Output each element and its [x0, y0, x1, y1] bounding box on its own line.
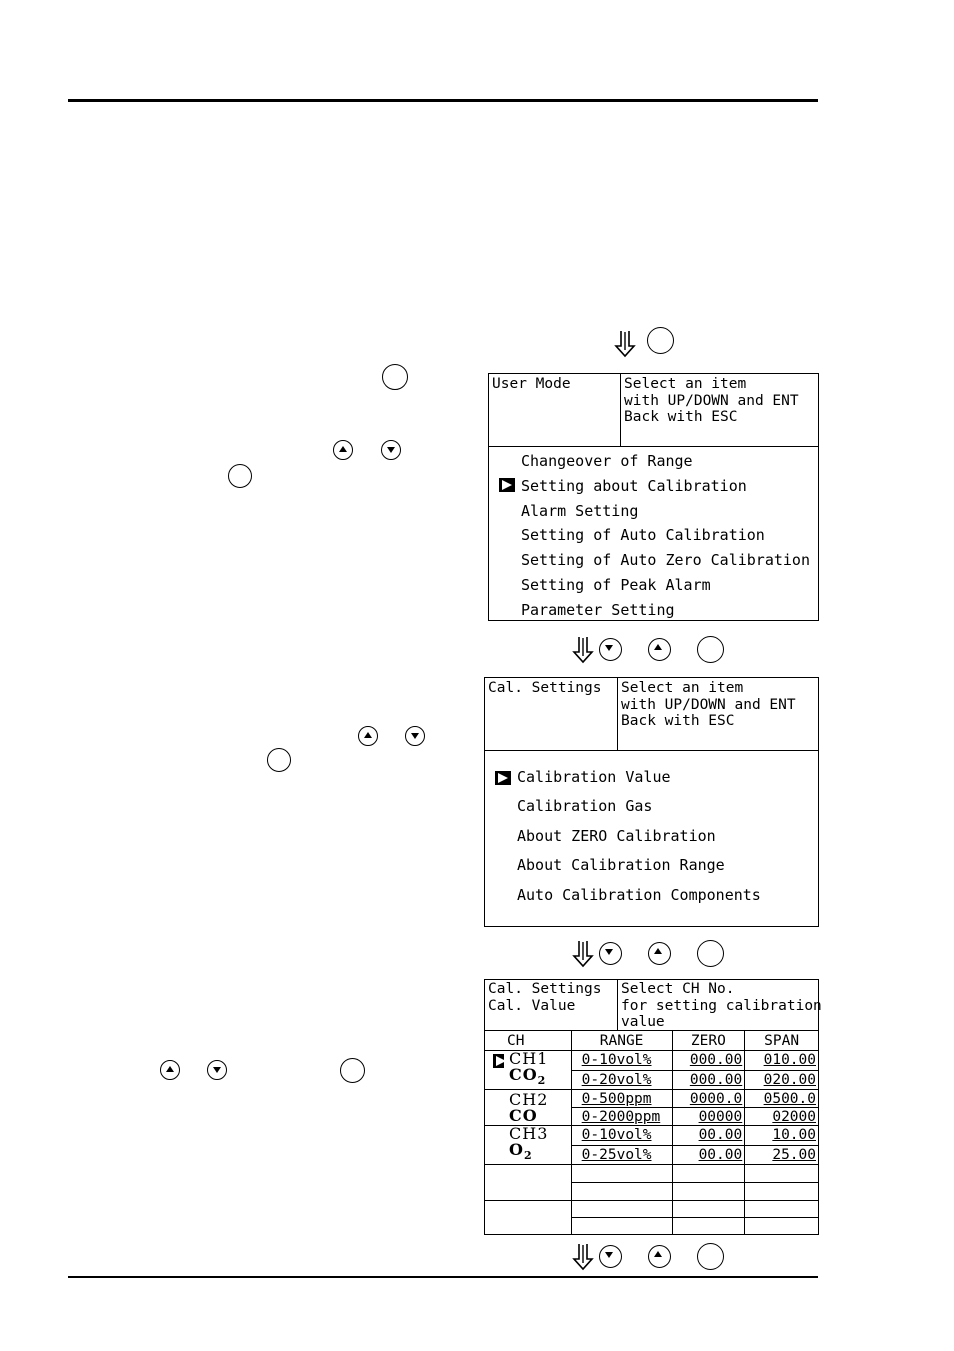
up-key-icon — [160, 1060, 180, 1080]
range-cell: 0-20vol% — [571, 1070, 672, 1090]
menu-item[interactable]: About Calibration Range — [517, 856, 725, 875]
range-cell: 0-25vol% — [571, 1145, 672, 1165]
range-cell: 0-500ppm — [571, 1090, 672, 1108]
down-arrow-icon — [570, 1243, 596, 1271]
menu-item[interactable]: Changeover of Range — [521, 452, 693, 470]
column-header: SPAN — [745, 1031, 819, 1051]
menu-item[interactable]: Calibration Gas — [517, 797, 653, 816]
ent-key-icon — [697, 636, 724, 663]
channel-cell-empty — [485, 1165, 572, 1201]
menu-list — [517, 768, 761, 915]
span-cell: 020.00 — [745, 1070, 819, 1090]
table-row[interactable] — [485, 1090, 819, 1108]
menu-item[interactable]: Setting of Auto Zero Calibration — [521, 551, 810, 570]
zero-cell: 0000.0 — [672, 1090, 745, 1108]
cal-settings-screen — [484, 677, 819, 927]
selection-cursor-icon — [493, 1054, 504, 1068]
table-row-empty — [485, 1165, 819, 1183]
down-key-icon — [599, 942, 622, 965]
span-cell: 02000 — [745, 1108, 819, 1126]
screen-instruction: Select CH No. for setting calibration value — [621, 981, 822, 1030]
screen-title: User Mode — [492, 376, 571, 392]
down-key-icon — [405, 726, 425, 746]
ent-key-icon — [697, 1243, 724, 1270]
up-key-icon — [358, 726, 378, 746]
menu-item[interactable]: Setting about Calibration — [521, 476, 747, 495]
zero-cell: 00000 — [672, 1108, 745, 1126]
menu-item[interactable]: About ZERO Calibration — [517, 826, 716, 845]
down-key-icon — [207, 1060, 227, 1080]
menu-list — [521, 452, 810, 626]
gas-name — [509, 1067, 571, 1089]
channel-name: CH3 — [509, 1124, 549, 1144]
gas-formula: CO — [509, 1065, 538, 1084]
top-rule — [68, 99, 818, 102]
calibration-value-table — [484, 1030, 819, 1235]
menu-item[interactable]: Setting of Auto Calibration — [521, 526, 765, 545]
menu-item[interactable]: Calibration Value — [517, 768, 671, 786]
gas-formula: O — [509, 1140, 524, 1160]
zero-cell: 00.00 — [672, 1145, 745, 1165]
menu-item[interactable]: Setting of Peak Alarm — [521, 575, 711, 594]
range-cell: 0-2000ppm — [571, 1108, 672, 1126]
up-key-icon — [648, 942, 671, 965]
table-row-empty — [485, 1201, 819, 1218]
channel-cell[interactable] — [485, 1090, 572, 1126]
table-header-row — [485, 1031, 819, 1051]
user-mode-screen — [488, 373, 819, 621]
screen-instruction: Select an item with UP/DOWN and ENT Back with ESC — [621, 680, 796, 729]
bottom-rule — [68, 1276, 818, 1278]
ent-key-icon — [340, 1058, 365, 1083]
span-cell: 10.00 — [745, 1126, 819, 1146]
selection-cursor-icon — [499, 478, 515, 492]
screen-header — [485, 678, 818, 751]
down-arrow-icon — [570, 636, 596, 664]
channel-name: CH2 — [509, 1089, 549, 1109]
gas-name — [509, 1105, 571, 1125]
gas-name — [509, 1142, 571, 1164]
channel-cell[interactable] — [485, 1051, 572, 1090]
zero-cell: 000.00 — [672, 1070, 745, 1090]
zero-cell: 000.00 — [672, 1051, 745, 1071]
gas-subscript: 2 — [537, 1074, 547, 1088]
selection-cursor-icon — [495, 771, 511, 785]
menu-item[interactable]: Auto Calibration Components — [517, 885, 761, 904]
cal-value-screen — [484, 979, 822, 1230]
span-cell: 0500.0 — [745, 1090, 819, 1108]
menu-item[interactable]: Alarm Setting — [521, 501, 639, 520]
down-arrow-icon — [612, 330, 638, 358]
channel-name: CH1 — [509, 1049, 549, 1068]
up-key-icon — [648, 638, 671, 661]
table-row[interactable] — [485, 1051, 819, 1071]
menu-item[interactable]: Parameter Setting — [521, 600, 675, 619]
column-header: RANGE — [571, 1031, 672, 1051]
span-cell: 25.00 — [745, 1145, 819, 1165]
ent-key-icon — [697, 940, 724, 967]
down-key-icon — [599, 638, 622, 661]
channel-cell-empty — [485, 1201, 572, 1235]
up-key-icon — [333, 440, 353, 460]
screen-title: Cal. Settings Cal. Value — [488, 981, 602, 1014]
screen-instruction: Select an item with UP/DOWN and ENT Back with ESC — [624, 376, 799, 425]
zero-cell: 00.00 — [672, 1126, 745, 1146]
down-arrow-icon — [570, 940, 596, 968]
gas-formula: CO — [509, 1105, 538, 1125]
key-button-icon — [647, 327, 674, 354]
span-cell: 010.00 — [745, 1051, 819, 1071]
down-key-icon — [381, 440, 401, 460]
table-row[interactable] — [485, 1126, 819, 1146]
range-cell: 0-10vol% — [571, 1126, 672, 1146]
column-header: ZERO — [672, 1031, 745, 1051]
ent-key-icon — [228, 464, 252, 488]
key-button-icon — [382, 364, 408, 390]
gas-subscript: 2 — [523, 1149, 533, 1163]
channel-cell[interactable] — [485, 1126, 572, 1165]
screen-header — [489, 374, 818, 447]
screen-title: Cal. Settings — [488, 680, 602, 696]
range-cell: 0-10vol% — [571, 1051, 672, 1071]
down-key-icon — [599, 1245, 622, 1268]
ent-key-icon — [267, 748, 291, 772]
column-header: CH — [485, 1031, 572, 1051]
screen-header — [484, 979, 822, 1031]
up-key-icon — [648, 1245, 671, 1268]
